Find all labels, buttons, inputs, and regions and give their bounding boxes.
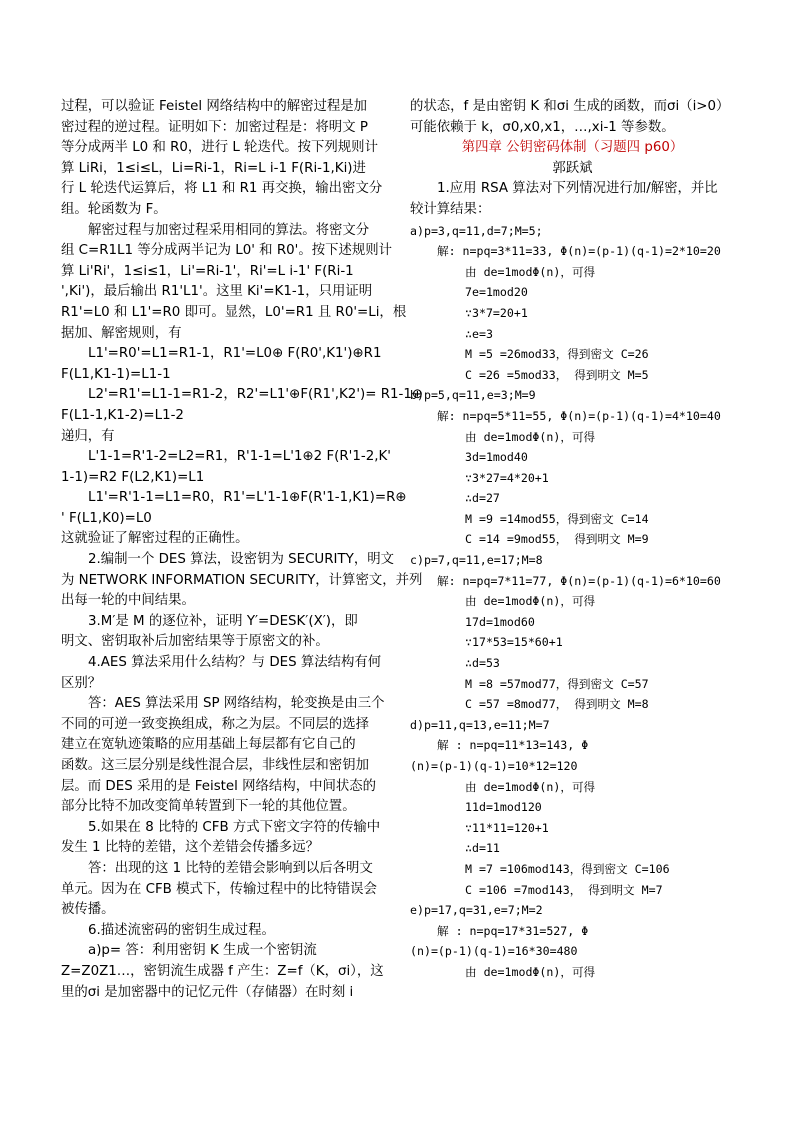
left-column-line: 里的σi 是加密器中的记忆元件（存储器）在时刻 i bbox=[61, 984, 354, 1000]
left-column-line: 6.描述流密码的密钥生成过程。 bbox=[88, 922, 275, 938]
left-column-line: 据加、解密规则，有 bbox=[61, 325, 182, 341]
right-column-line: 解: n=pq=3*11=33, Φ(n)=(p-1)(q-1)=2*10=20 bbox=[437, 244, 721, 259]
left-column-line: 等分成两半 L0 和 R0，进行 L 轮迭代。按下列规则计 bbox=[61, 140, 378, 156]
right-column-line: 解 : n=pq=17*31=527, Φ bbox=[437, 923, 589, 938]
right-column-line: M =8 =57mod77，得到密文 C=57 bbox=[465, 676, 649, 691]
right-column-line: 由 de=1modΦ(n)，可得 bbox=[465, 429, 596, 444]
left-column-line: L1'=R'1-1=L1=R0，R1'=L'1-1⊕F(R'1-1,K1)=R⊕ bbox=[88, 490, 407, 506]
left-column-line: 解密过程与加密过程采用相同的算法。将密文分 bbox=[88, 222, 370, 238]
left-column bbox=[61, 97, 424, 1003]
right-column-line: 解: n=pq=7*11=77, Φ(n)=(p-1)(q-1)=6*10=60 bbox=[437, 573, 721, 588]
right-column-line: 由 de=1modΦ(n)，可得 bbox=[465, 964, 596, 979]
left-column-line: 4.AES 算法采用什么结构？与 DES 算法结构有何 bbox=[88, 655, 382, 671]
right-column-line: (n)=(p-1)(q-1)=10*12=120 bbox=[410, 759, 578, 773]
right-column-line: 3d=1mod40 bbox=[465, 450, 528, 465]
left-column-line: 3.M′是 M 的逐位补，证明 Y′=DESK′(X′)，即 bbox=[88, 613, 358, 629]
left-column-line: ',Ki')，最后输出 R1'L1'。这里 Ki'=K1-1，只用证明 bbox=[61, 284, 373, 300]
right-column-line: 的状态，f 是由密钥 K 和σi 生成的函数，而σi（i>0） bbox=[410, 99, 730, 114]
right-column-line: 可能依赖于 k，σ0,x0,x1，…,xi-1 等参数。 bbox=[410, 119, 675, 135]
right-column-line: ∴d=53 bbox=[465, 656, 500, 671]
left-column-line: 组。轮函数为 F。 bbox=[61, 201, 167, 217]
right-column-line: 1.应用 RSA 算法对下列情况进行加/解密，并比 bbox=[437, 181, 718, 197]
left-column-line: 层。而 DES 采用的是 Feistel 网络结构，中间状态的 bbox=[61, 778, 377, 794]
right-column-line: M =5 =26mod33，得到密文 C=26 bbox=[465, 347, 649, 362]
left-column-line: 2.编制一个 DES 算法，设密钥为 SECURITY，明文 bbox=[88, 552, 395, 568]
right-column-line: 7e=1mod20 bbox=[465, 285, 528, 300]
left-column-line: 为 NETWORK INFORMATION SECURITY，计算密文，并列 bbox=[61, 572, 423, 588]
left-column-line: 答：出现的这 1 比特的差错会影响到以后各明文 bbox=[88, 860, 373, 876]
left-column-line: 1-1)=R2 F(L2,K1)=L1 bbox=[61, 469, 205, 485]
left-column-line: 被传播。 bbox=[61, 902, 115, 918]
right-column-line: 解 : n=pq=11*13=143, Φ bbox=[437, 738, 589, 753]
right-column-line: 较计算结果： bbox=[410, 201, 491, 217]
left-column-line: 过程，可以验证 Feistel 网络结构中的解密过程是加 bbox=[61, 99, 368, 114]
left-column-line: 行 L 轮迭代运算后，将 L1 和 R1 再交换，输出密文分 bbox=[61, 181, 383, 197]
left-column-line: L1'=R0'=L1=R1-1，R1'=L0⊕ F(R0',K1')⊕R1 bbox=[88, 346, 382, 362]
right-column-line: a)p=3,q=11,d=7;M=5; bbox=[410, 223, 543, 238]
left-column-line: 区别？ bbox=[61, 675, 102, 691]
right-column-line: ∵3*27=4*20+1 bbox=[465, 470, 549, 485]
left-column-line: Z=Z0Z1…，密钥流生成器 f 产生：Z=f（K，σi），这 bbox=[61, 963, 384, 979]
right-column-line: 11d=1mod120 bbox=[465, 800, 542, 815]
right-column-line: (n)=(p-1)(q-1)=16*30=480 bbox=[410, 944, 578, 959]
left-column-line: ' F(L1,K0)=L0 bbox=[61, 510, 152, 526]
right-column-line: M =7 =106mod143，得到密文 C=106 bbox=[465, 861, 670, 876]
right-column-line: ∵11*11=120+1 bbox=[465, 820, 549, 835]
right-column-line: e)p=17,q=31,e=7;M=2 bbox=[410, 903, 543, 918]
right-column-line: ∵17*53=15*60+1 bbox=[465, 635, 563, 650]
left-column-line: a)p= 答：利用密钥 K 生成一个密钥流 bbox=[88, 943, 317, 959]
left-column-line: 答：AES 算法采用 SP 网络结构，轮变换是由三个 bbox=[88, 696, 385, 712]
left-column-line: F(L1-1,K1-2)=L1-2 bbox=[61, 407, 184, 423]
left-column-line: 这就验证了解密过程的正确性。 bbox=[61, 531, 249, 547]
right-column-line: ∴d=11 bbox=[465, 841, 500, 856]
left-column-line: 明文、密钥取补后加密结果等于原密文的补。 bbox=[61, 634, 329, 650]
left-column-line: 不同的可逆一致变换组成，称之为层。不同层的选择 bbox=[61, 716, 369, 732]
right-column-line: C =57 =8mod77， 得到明文 M=8 bbox=[465, 697, 649, 712]
left-column-line: 密过程的逆过程。证明如下：加密过程是：将明文 P bbox=[61, 119, 368, 135]
right-column-line: C =26 =5mod33， 得到明文 M=5 bbox=[465, 367, 649, 382]
right-column-line: M =9 =14mod55，得到密文 C=14 bbox=[465, 511, 649, 526]
left-column-line: 函数。这三层分别是线性混合层，非线性层和密钥加 bbox=[61, 758, 369, 773]
right-column-line: ∴d=27 bbox=[465, 491, 500, 506]
right-column-line: 郭跃斌 bbox=[552, 160, 593, 176]
left-column-line: L2'=R1'=L1-1=R1-2，R2'=L1'⊕F(R1',K2')= R1-1⊕ bbox=[88, 387, 424, 403]
left-column-line: L'1-1=R'1-2=L2=R1，R'1-1=L'1⊕2 F(R'1-2,K' bbox=[88, 449, 391, 465]
right-column bbox=[410, 97, 735, 983]
left-column-line: 发生 1 比特的差错，这个差错会传播多远？ bbox=[61, 840, 320, 856]
right-column-line: ∴e=3 bbox=[465, 326, 493, 341]
right-column-line: 由 de=1modΦ(n)，可得 bbox=[465, 779, 596, 794]
right-column-line: ∵3*7=20+1 bbox=[465, 305, 528, 320]
right-column-line: c)p=7,q=11,e=17;M=8 bbox=[410, 553, 543, 568]
left-column-line: 部分比特不加改变简单转置到下一轮的其他位置。 bbox=[61, 799, 356, 815]
left-column-line: R1'=L0 和 L1'=R0 即可。显然，L0'=R1 且 R0'=Li，根 bbox=[61, 304, 407, 320]
right-column-line: C =106 =7mod143， 得到明文 M=7 bbox=[465, 882, 663, 897]
right-column-line: 由 de=1modΦ(n)，可得 bbox=[465, 594, 596, 609]
left-column-line: 算 LiRi，1≤i≤L，Li=Ri-1，Ri=L i-1 F(Ri-1,Ki)进 bbox=[61, 160, 366, 176]
left-column-line: F(L1,K1-1)=L1-1 bbox=[61, 366, 171, 382]
left-column-line: 组 C=R1L1 等分成两半记为 L0' 和 R0'。按下述规则计 bbox=[61, 243, 393, 259]
right-column-line: 解: n=pq=5*11=55, Φ(n)=(p-1)(q-1)=4*10=40 bbox=[437, 408, 721, 423]
right-column-line: 第四章 公钥密码体制（习题四 p60） bbox=[461, 140, 684, 156]
left-column-line: 5.如果在 8 比特的 CFB 方式下密文字符的传输中 bbox=[88, 819, 381, 835]
right-column-line: 17d=1mod60 bbox=[465, 614, 535, 629]
left-column-line: 递归，有 bbox=[61, 428, 115, 444]
right-column-line: b)p=5,q=11,e=3;M=9 bbox=[410, 388, 536, 403]
right-column-line: 由 de=1modΦ(n)，可得 bbox=[465, 264, 596, 279]
left-column-line: 算 Li'Ri'，1≤i≤1，Li'=Ri-1'，Ri'=L i-1' F(Ri-1 bbox=[61, 263, 354, 279]
right-column-line: C =14 =9mod55， 得到明文 M=9 bbox=[465, 532, 649, 547]
left-column-line: 建立在宽轨迹策略的应用基础上每层都有它自己的 bbox=[61, 737, 356, 753]
left-column-line: 单元。因为在 CFB 模式下，传输过程中的比特错误会 bbox=[61, 881, 377, 897]
right-column-line: d)p=11,q=13,e=11;M=7 bbox=[410, 717, 550, 732]
left-column-line: 出每一轮的中间结果。 bbox=[61, 593, 195, 609]
